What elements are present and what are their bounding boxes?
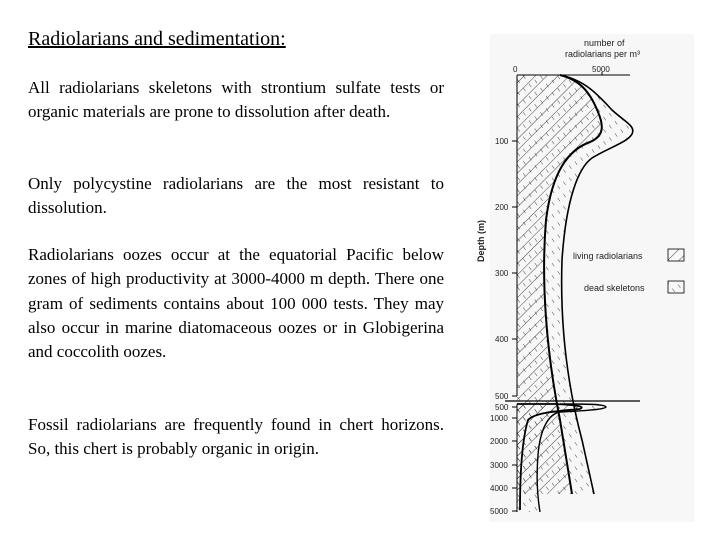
y-tick-2000: 2000 [490, 437, 508, 446]
legend-swatch-dead [668, 281, 684, 293]
legend-label-dead: dead skeletons [584, 283, 645, 293]
y-tick-100: 100 [495, 137, 509, 146]
radiolarian-depth-profile-figure [470, 30, 696, 526]
y-axis-title: Depth (m) [476, 220, 486, 262]
y-tick-500-lower: 500 [495, 403, 509, 412]
y-tick-1000: 1000 [490, 414, 508, 423]
legend-label-living: living radiolarians [573, 251, 643, 261]
x-tick-0: 0 [513, 65, 518, 74]
y-tick-500-upper: 500 [495, 392, 509, 401]
y-tick-3000: 3000 [490, 461, 508, 470]
y-tick-300: 300 [495, 269, 509, 278]
paragraph-radiolarian-oozes: Radiolarians oozes occur at the equatorial Pacific below zones of high productivity at 3000-4000 m depth. There one gram of sediments contains about 100 000 tests. They may also occur in marine diatomaceous oozes or in Globigerina and coccolith oozes. [28, 245, 444, 362]
y-tick-200: 200 [495, 203, 509, 212]
x-tick-5000: 5000 [592, 65, 610, 74]
slide-title: Radiolarians and sedimentation: [28, 28, 286, 50]
paragraph-polycystine: Only polycystine radiolarians are the most resistant to dissolution. [28, 174, 444, 218]
x-axis-title-line2: radiolarians per m³ [565, 49, 641, 59]
paragraph-fossil-chert: Fossil radiolarians are frequently found in chert horizons. So, this chert is probably organic in origin. [28, 415, 444, 459]
legend-swatch-living [668, 249, 684, 261]
paragraph-dissolution: All radiolarians skeletons with strontium sulfate tests or organic materials are prone to dissolution after death. [28, 78, 444, 122]
x-axis-title-line1: number of [584, 38, 625, 48]
y-tick-4000: 4000 [490, 484, 508, 493]
y-tick-400: 400 [495, 335, 509, 344]
y-tick-5000: 5000 [490, 507, 508, 516]
